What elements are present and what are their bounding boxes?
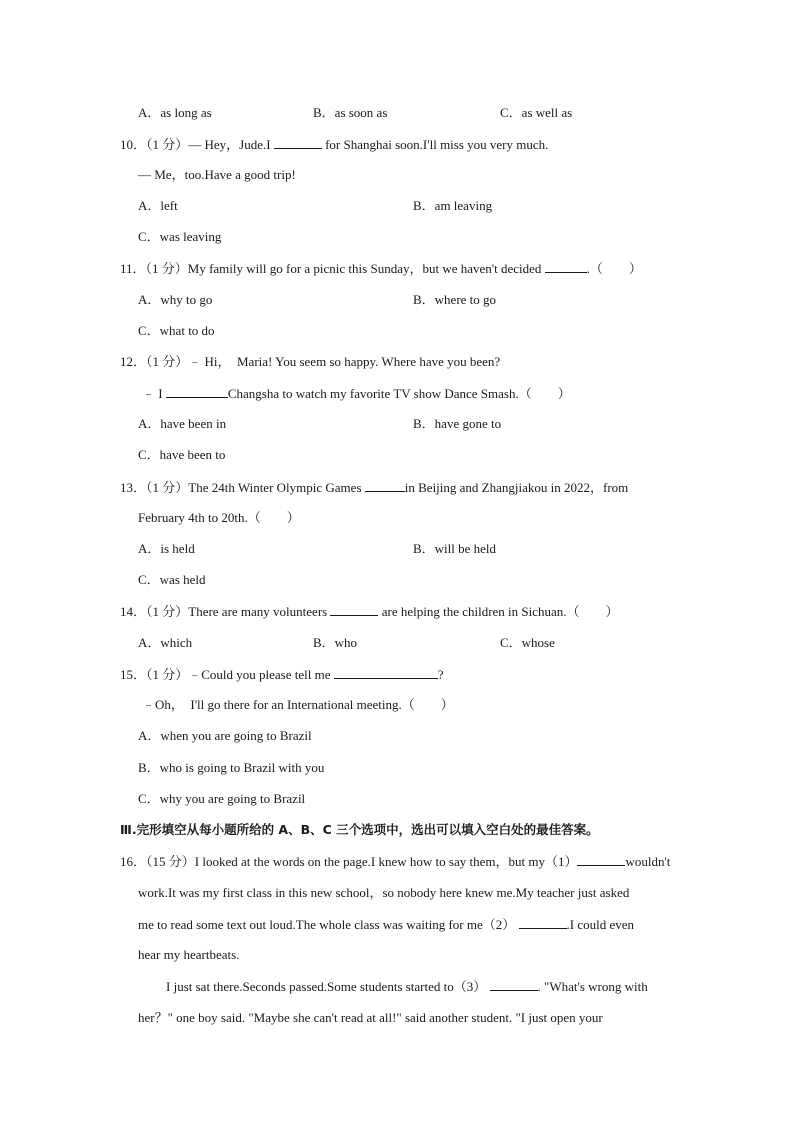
answer-blank <box>330 603 378 616</box>
q12-reply-start: ﹣ I <box>142 386 163 401</box>
answer-blank <box>545 260 587 273</box>
q13-stem-start: 13．（1 分）The 24th Winter Olympic Games <box>120 480 362 495</box>
q16-line-3 <box>138 916 634 933</box>
q14-stem-end: are helping the children in Sichuan.（ ） <box>381 604 619 619</box>
q13-stem-continued: February 4th to 20th.（ ） <box>138 510 300 525</box>
q10-stem-start: 10．（1 分）— Hey，Jude.I <box>120 137 271 152</box>
answer-blank <box>577 853 625 866</box>
q15-stem <box>120 666 444 683</box>
q15-option-a: A．when you are going to Brazil <box>138 728 312 743</box>
answer-blank <box>490 978 538 991</box>
q10-reply: — Me，too.Have a good trip! <box>138 167 296 182</box>
q14-option-a: A．which <box>138 635 193 650</box>
q13-stem <box>120 479 628 496</box>
answer-blank <box>519 916 567 929</box>
q16-line-1-end: wouldn't <box>625 854 671 869</box>
q11-stem-start: 11．（1 分）My family will go for a picnic this Sunday，but we haven't decided <box>120 261 542 276</box>
q12-option-b: B．have gone to <box>413 416 502 431</box>
q14-option-c: C．whose <box>500 635 555 650</box>
answer-blank <box>334 666 438 679</box>
q12-stem: 12．（1 分）﹣ Hi， Maria! You seem so happy. Where have you been? <box>120 354 501 369</box>
q12-reply <box>142 385 571 402</box>
q12-option-c: C．have been to <box>138 447 226 462</box>
q15-stem-start: 15．（1 分）﹣Could you please tell me <box>120 667 331 682</box>
q14-stem-start: 14．（1 分）There are many volunteers <box>120 604 328 619</box>
q16-line-3-end: .I could even <box>566 917 635 932</box>
q10-stem <box>120 136 548 153</box>
q10-stem-end: for Shanghai soon.I'll miss you very much. <box>325 137 549 152</box>
q11-option-c: C．what to do <box>138 323 215 338</box>
answer-blank <box>274 136 322 149</box>
q12-option-a: A．have been in <box>138 416 227 431</box>
q15-option-c: C．why you are going to Brazil <box>138 791 306 806</box>
q14-stem <box>120 603 619 620</box>
q9-option-b: B．as soon as <box>313 105 388 120</box>
q16-line-5-end: . "What's wrong with <box>537 979 648 994</box>
q9-option-c: C．as well as <box>500 105 573 120</box>
q16-line-2: work.It was my first class in this new school，so nobody here knew me.My teacher just asked <box>138 885 630 900</box>
q11-option-b: B．where to go <box>413 292 497 307</box>
q16-line-1-start: 16．（15 分）I looked at the words on the page.I knew how to say them，but my（1） <box>120 854 578 869</box>
q13-option-a: A．is held <box>138 541 195 556</box>
q16-line-1 <box>120 853 670 870</box>
q15-option-b: B．who is going to Brazil with you <box>138 760 325 775</box>
q15-reply: ﹣Oh， I'll go there for an International meeting.（ ） <box>142 697 454 712</box>
q11-stem <box>120 260 642 277</box>
q15-stem-end: ? <box>437 667 444 682</box>
q16-line-5-start: I just sat there.Seconds passed.Some students started to（3） <box>166 979 487 994</box>
q16-line-6: her？" one boy said. "Maybe she can't read at all!" said another student. "I just open your <box>138 1010 603 1025</box>
q14-option-b: B．who <box>313 635 358 650</box>
q10-option-b: B．am leaving <box>413 198 493 213</box>
q10-option-a: A．left <box>138 198 178 213</box>
q9-option-a: A．as long as <box>138 105 212 120</box>
q11-stem-end: .（ ） <box>586 261 642 276</box>
q16-line-4: hear my heartbeats. <box>138 947 240 962</box>
q16-line-3-start: me to read some text out loud.The whole class was waiting for me（2） <box>138 917 516 932</box>
q10-option-c: C．was leaving <box>138 229 222 244</box>
q16-line-5 <box>166 978 648 995</box>
q11-option-a: A．why to go <box>138 292 213 307</box>
answer-blank <box>166 385 228 398</box>
q13-option-c: C．was held <box>138 572 206 587</box>
section-heading: Ⅲ.完形填空从每小题所给的 A、B、C 三个选项中，选出可以填入空白处的最佳答案。 <box>120 822 599 837</box>
q12-reply-end: Changsha to watch my favorite TV show Dance Smash.（ ） <box>227 386 571 401</box>
answer-blank <box>365 479 405 492</box>
q13-option-b: B．will be held <box>413 541 497 556</box>
q13-stem-middle: in Beijing and Zhangjiakou in 2022，from <box>404 480 629 495</box>
